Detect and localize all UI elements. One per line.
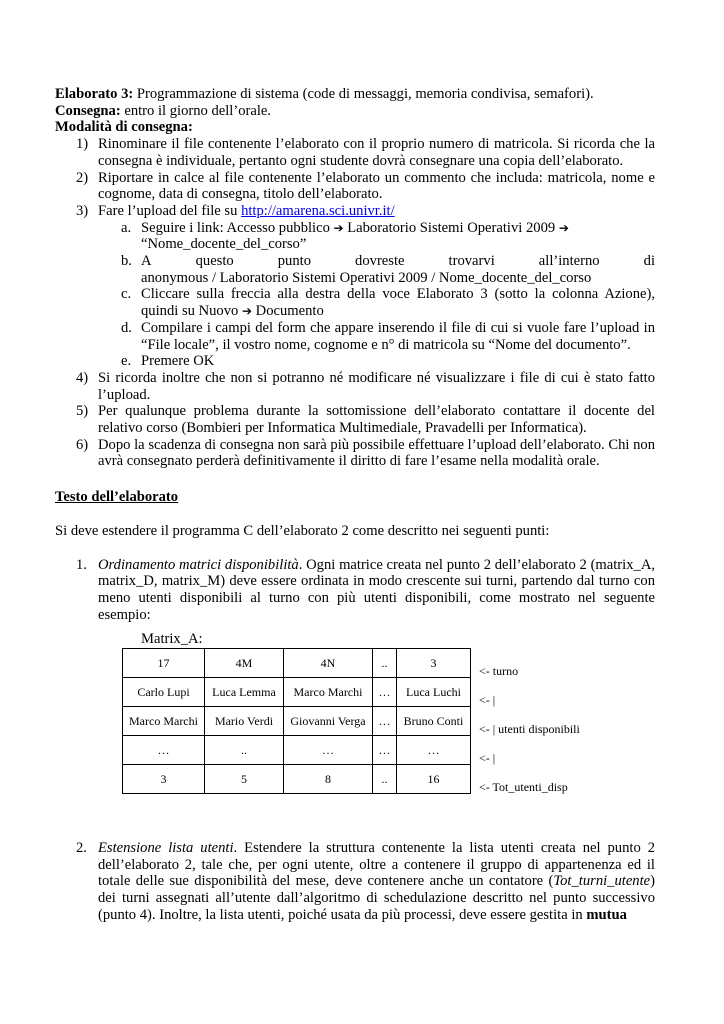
table-row xyxy=(123,736,471,765)
sub-item-text: Seguire i link: Accesso pubblico xyxy=(141,219,334,236)
section-heading: Testo dell’elaborato xyxy=(55,489,179,506)
table-row xyxy=(123,678,471,707)
item-number: 3) xyxy=(76,202,89,219)
item-text: Per qualunque problema durante la sottomissione dell’elaborato contattare il docente del relativo corso (Bombieri per Informatica Multimediale, Pravadelli per Informatica). xyxy=(98,403,655,437)
table-cell: .. xyxy=(373,649,397,678)
table-cell: … xyxy=(373,736,397,765)
item-text: Rinominare il file contenente l’elaborato con il proprio numero di matricola. Si ricorda che la consegna è individuale, pertanto ogni studente dovrà consegnare una copia dell’elaborato. xyxy=(98,136,655,169)
matrix-annotation: <- turno xyxy=(479,664,519,678)
word: dovreste xyxy=(355,253,405,270)
word: questo xyxy=(195,253,234,270)
document-page xyxy=(55,86,655,623)
point-text: ) dei turni assegnati all’utente dall’algoritmo di schedulazione descritto nel punto successivo (punto 4). Inoltre, la lista utenti, poiché usata da più processi, deve essere gestita in xyxy=(98,873,655,923)
elaborato-text: Programmazione di sistema (code di messaggi, memoria condivisa, semafori). xyxy=(133,86,594,102)
table-cell: … xyxy=(284,736,373,765)
table-cell: 5 xyxy=(205,765,284,794)
consegna-line xyxy=(55,103,655,120)
table-cell: Marco Marchi xyxy=(284,678,373,707)
item-number: 1) xyxy=(76,136,89,153)
table-cell: … xyxy=(373,707,397,736)
sub-item-text: Documento xyxy=(252,303,324,320)
table-cell: .. xyxy=(205,736,284,765)
word: all’interno xyxy=(538,253,600,270)
elaborato-label: Elaborato 3: xyxy=(55,86,134,102)
table-cell: Bruno Conti xyxy=(397,707,471,736)
matrix-annotation: <- | xyxy=(479,693,496,707)
point-number: 2. xyxy=(76,840,87,856)
table-cell: 4N xyxy=(284,649,373,678)
table-cell: 3 xyxy=(397,649,471,678)
point-item xyxy=(55,557,655,624)
point-text: . Ogni matrice creata nel punto 2 dell’elaborato 2 (matrix_A, matrix_D, matrix_M) deve essere ordinata in modo crescente sui turni, partendo dal turno con meno utenti disponibili al turno con più utenti disponibili, come mostrato nel seguente esempio: xyxy=(98,556,656,623)
sub-item-text: “Nome_docente_del_corso” xyxy=(141,236,307,253)
matrix-annotation: <- | xyxy=(479,751,496,765)
sub-item xyxy=(55,253,655,286)
table-row xyxy=(123,649,471,678)
sub-item-spread-line xyxy=(141,253,655,270)
list-item xyxy=(55,370,655,403)
table-cell: 3 xyxy=(123,765,205,794)
sub-item-text: Cliccare sulla freccia alla destra della voce Elaborato 3 (sotto la colonna Azione), quindi su Nuovo xyxy=(141,286,655,320)
point-item xyxy=(55,840,655,924)
item-text: Fare l’upload del file su xyxy=(98,202,242,219)
instructions-list xyxy=(55,136,655,470)
table-cell: .. xyxy=(373,765,397,794)
sub-item-text: Compilare i campi del form che appare inserendo il file di cui si vuole fare l’upload in “File locale”, il vostro nome, cognome e n° di matricola su “Nome del documento”. xyxy=(141,319,655,353)
table-cell: Luca Lemma xyxy=(205,678,284,707)
item-number: 5) xyxy=(76,403,89,420)
table-cell: Giovanni Verga xyxy=(284,707,373,736)
sub-item-text: Laboratorio Sistemi Operativi 2009 xyxy=(343,219,559,236)
table-cell: 17 xyxy=(123,649,205,678)
point-italic-term: Tot_turni_utente xyxy=(553,873,651,890)
item-text: Si ricorda inoltre che non si potranno né modificare né visualizzare i file di cui è stato fatto l’upload. xyxy=(98,369,655,403)
matrix-title: Matrix_A: xyxy=(141,631,203,647)
table-cell: 4M xyxy=(205,649,284,678)
consegna-text: entro il giorno dell’orale. xyxy=(120,102,272,119)
item-text: Riportare in calce al file contenente l’elaborato un commento che includa: matricola, nome e cognome, data di consegna, titolo dell’elaborato. xyxy=(98,169,655,203)
table-row xyxy=(123,765,471,794)
sub-item xyxy=(55,320,655,353)
arrow-icon: ➔ xyxy=(558,220,569,235)
matrix-table xyxy=(122,648,471,794)
upload-link[interactable]: http://amarena.sci.univr.it/ xyxy=(241,202,395,219)
sub-item-text: Premere OK xyxy=(141,353,215,370)
sub-item-letter: a. xyxy=(121,219,132,236)
item-number: 6) xyxy=(76,436,89,453)
table-cell: 16 xyxy=(397,765,471,794)
sub-item xyxy=(55,353,655,370)
table-cell: Mario Verdi xyxy=(205,707,284,736)
table-cell: Marco Marchi xyxy=(123,707,205,736)
list-item xyxy=(55,203,655,220)
sub-item xyxy=(55,220,655,253)
consegna-label: Consegna: xyxy=(55,102,121,119)
item-text: Dopo la scadenza di consegna non sarà più possibile effettuare l’upload dell’elaborato. Chi non avrà consegnato perderà definitivamente il diritto di fare l’esame nella modalità orale. xyxy=(98,436,655,470)
list-item xyxy=(55,136,655,169)
list-item xyxy=(55,437,655,470)
item-number: 4) xyxy=(76,369,89,386)
elaborato-line xyxy=(55,86,655,103)
table-cell: Carlo Lupi xyxy=(123,678,205,707)
table-cell: Luca Luchi xyxy=(397,678,471,707)
item-number: 2) xyxy=(76,169,89,186)
arrow-icon: ➔ xyxy=(333,220,344,235)
list-item xyxy=(55,170,655,203)
table-cell: … xyxy=(123,736,205,765)
sub-item-letter: b. xyxy=(121,253,132,270)
point-bold-term: mutua xyxy=(586,906,627,923)
point-number: 1. xyxy=(76,556,87,573)
word: trovarvi xyxy=(448,253,495,270)
word: A xyxy=(141,253,152,270)
word: punto xyxy=(277,253,311,270)
list-item xyxy=(55,403,655,436)
sub-item xyxy=(55,286,655,319)
point-text: . Estendere la struttura contenente la lista utenti creata nel punto 2 dell’elaborato 2, tale che, per ogni utente, oltre a contenere il gruppo di appartenenza ed il totale delle sue disponibilità del mese, deve contenere anche un contatore ( xyxy=(98,840,656,890)
table-row xyxy=(123,707,471,736)
modalita-heading: Modalità di consegna: xyxy=(55,119,193,136)
table-cell: … xyxy=(373,678,397,707)
section-intro: Si deve estendere il programma C dell’elaborato 2 come descritto nei seguenti punti: xyxy=(55,522,550,539)
point-title: Estensione lista utenti xyxy=(98,840,234,856)
table-cell: … xyxy=(397,736,471,765)
sub-item-letter: e. xyxy=(121,353,132,370)
matrix-annotation: <- | utenti disponibili xyxy=(479,722,580,736)
matrix-annotation: <- Tot_utenti_disp xyxy=(479,780,568,794)
table-cell: 8 xyxy=(284,765,373,794)
sub-item-letter: c. xyxy=(121,286,132,303)
point-title: Ordinamento matrici disponibilità xyxy=(98,556,299,573)
word: di xyxy=(643,253,655,270)
sub-item-text: anonymous / Laboratorio Sistemi Operativi 2009 / Nome_docente_del_corso xyxy=(141,269,592,286)
arrow-icon: ➔ xyxy=(241,304,253,319)
sub-item-letter: d. xyxy=(121,319,132,336)
